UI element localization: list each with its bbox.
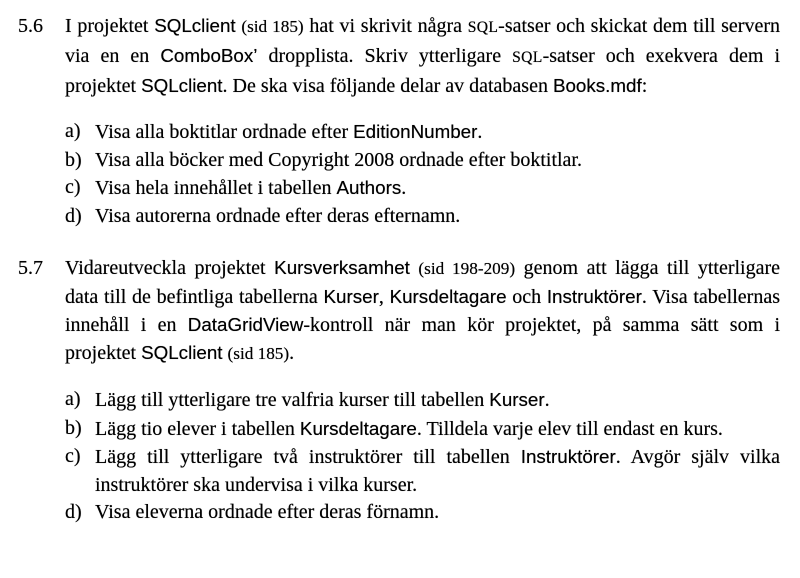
exercise-number: 5.6 — [18, 15, 43, 37]
exercise-5-6 — [18, 12, 780, 230]
list-item — [65, 147, 780, 175]
item-label: d) — [65, 501, 82, 523]
item-text — [95, 149, 582, 171]
exercise-sublist — [65, 118, 780, 230]
list-item — [65, 443, 780, 499]
text-run: . De ska visa följande delar av databasen — [222, 75, 553, 97]
text-run: Visa alla böcker med Copyright 2008 ordnade efter boktitlar. — [95, 148, 582, 171]
text-run: -kontroll när man kör projektet, på samma sätt som i projektet — [65, 314, 781, 364]
text-run-code: ComboBox’ — [160, 45, 258, 66]
text-run: och — [506, 286, 547, 308]
exercise-5-7 — [18, 254, 780, 527]
list-item — [65, 415, 780, 444]
text-run: Vidareutveckla projektet — [65, 257, 275, 279]
item-text — [95, 205, 460, 227]
text-run: Visa eleverna ordnade efter deras förnamn. — [95, 501, 440, 523]
text-run-ref: (sid 185) — [227, 344, 290, 363]
text-run: Lägg tio elever i tabellen — [95, 417, 300, 440]
exercise-intro-paragraph — [65, 254, 780, 368]
list-item — [65, 499, 780, 527]
list-item — [65, 118, 780, 147]
item-text — [95, 446, 780, 496]
text-run-code: SQLclient — [154, 15, 236, 36]
text-run-code: Kurser — [489, 389, 545, 410]
item-label: b) — [65, 148, 82, 171]
exercise-number: 5.7 — [18, 257, 43, 279]
item-label: d) — [65, 204, 82, 227]
list-item — [65, 386, 780, 415]
text-run: -satser och exekvera dem i projektet — [65, 45, 780, 97]
text-run-code: Books.mdf — [552, 75, 642, 96]
text-run: dropplista. Skriv ytterligare — [257, 45, 513, 67]
text-run: -satser och skickat dem till servern via en en — [65, 15, 780, 67]
text-run: Visa autorerna ordnade efter deras efternamn. — [95, 204, 461, 227]
text-run-code: Authors — [336, 177, 402, 198]
item-text — [95, 121, 482, 143]
text-run: Lägg till ytterligare tre valfria kurser till tabellen — [95, 389, 490, 411]
item-label: c) — [65, 176, 81, 198]
item-label: a) — [65, 120, 81, 142]
list-item — [65, 174, 780, 203]
text-run-code: Instruktörer — [520, 446, 616, 467]
exercise-sublist — [65, 386, 780, 527]
text-run-code: Kursdeltagare — [299, 417, 417, 439]
text-run: Visa alla boktitlar ordnade efter — [95, 121, 354, 143]
text-run-code: Kursdeltagare — [389, 286, 507, 307]
text-run: : — [641, 75, 648, 97]
item-label: c) — [65, 445, 81, 467]
text-run: Lägg till ytterligare två instruktörer till tabellen — [95, 446, 521, 468]
text-run: , — [378, 286, 390, 308]
text-run-sc: SQL — [512, 49, 543, 66]
text-run-code: Kursverksamhet — [274, 257, 410, 278]
text-run-ref: (sid 198-209) — [418, 259, 516, 278]
text-run-code: Kurser — [323, 286, 379, 307]
item-text — [95, 177, 406, 199]
text-run: . — [401, 177, 407, 199]
text-run: I projektet — [65, 15, 155, 37]
item-text — [95, 501, 439, 523]
text-run: Visa hela innehållet i tabellen — [95, 177, 337, 199]
text-run-code: Instruktörer — [546, 286, 642, 307]
text-run: . Avgör själv vilka instruktörer ska undervisa i vilka kurser. — [95, 446, 780, 496]
text-run: . Tilldela varje elev till endast en kurs. — [416, 417, 723, 440]
list-item — [65, 203, 780, 231]
text-run-code: SQLclient — [141, 342, 223, 363]
text-run: hat vi skrivit några — [303, 15, 468, 37]
text-run-code: EditionNumber — [353, 121, 478, 142]
item-label: a) — [65, 388, 81, 410]
text-run-code: SQLclient — [141, 75, 223, 96]
exercise-intro-paragraph — [65, 12, 780, 100]
text-run: . Visa tabellernas innehåll i en — [65, 286, 780, 336]
text-run-ref: (sid 185) — [241, 17, 304, 36]
text-run-code: DataGridView — [187, 314, 304, 335]
item-text — [95, 389, 550, 411]
text-run: . — [289, 342, 295, 364]
item-text — [95, 418, 723, 440]
item-label: b) — [65, 416, 82, 439]
text-run-sc: SQL — [467, 19, 499, 36]
text-run: . — [544, 389, 550, 411]
text-run: genom att lägga till ytterligare data till de befintliga tabellerna — [65, 257, 781, 308]
text-run: . — [477, 121, 483, 143]
